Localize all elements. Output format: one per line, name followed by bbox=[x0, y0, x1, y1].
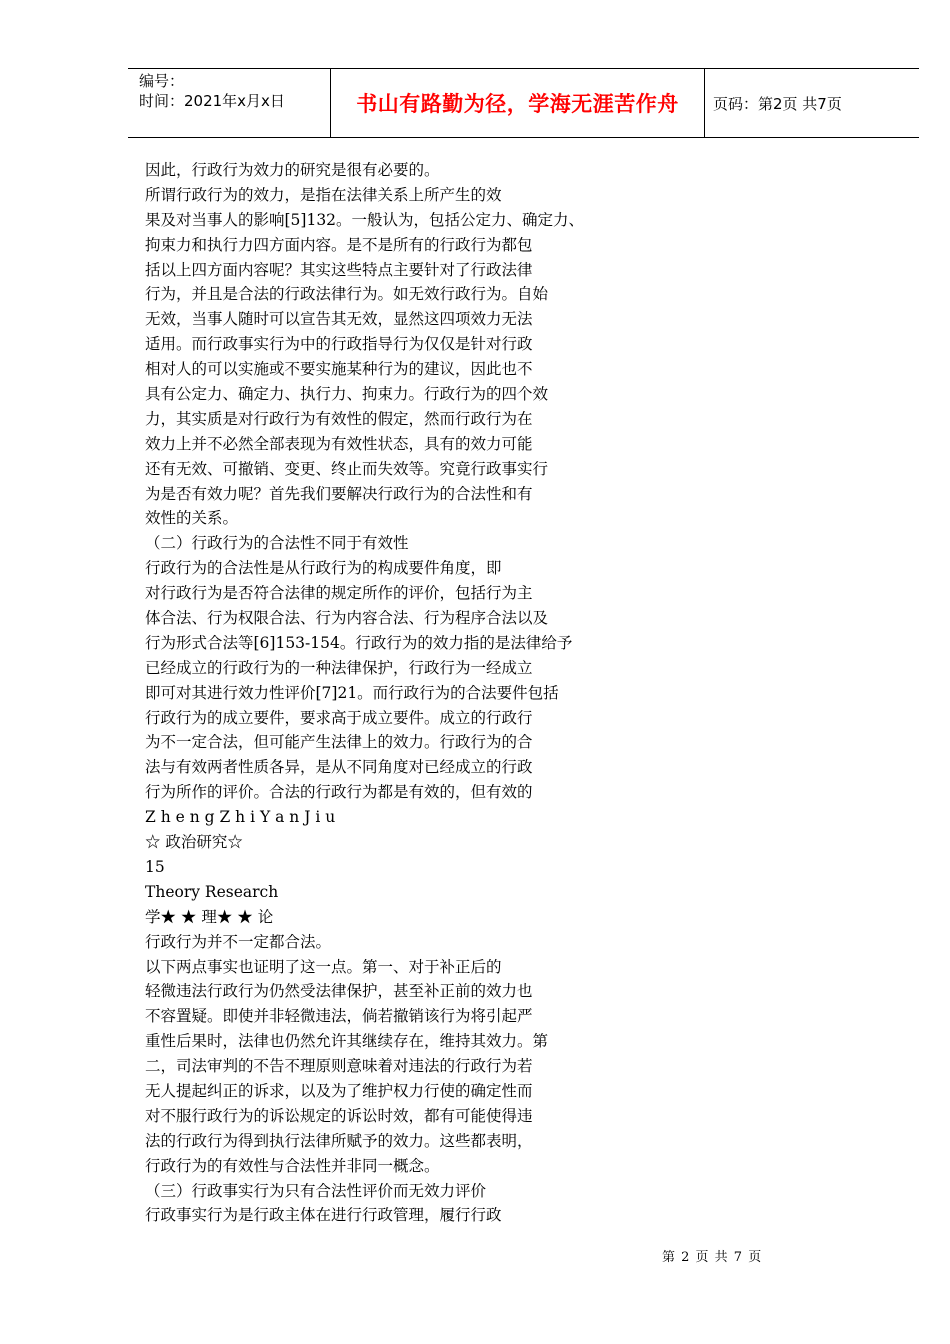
header-meta-cell bbox=[128, 69, 331, 137]
page-header bbox=[128, 68, 919, 138]
body-line: 以下两点事实也证明了这一点。第一、对于补正后的 bbox=[145, 957, 502, 976]
body-line: 果及对当事人的影响[5]132。一般认为，包括公定力、确定力、 bbox=[145, 210, 585, 229]
body-line: （三）行政事实行为只有合法性评价而无效力评价 bbox=[145, 1181, 487, 1200]
body-line: Z h e n g Z h i Y a n J i u bbox=[145, 808, 336, 827]
header-motto: 书山有路勤为径，学海无涯苦作舟 bbox=[356, 92, 679, 116]
body-line: 所谓行政行为的效力，是指在法律关系上所产生的效 bbox=[145, 185, 502, 204]
document-number-label: 编号： bbox=[139, 72, 185, 90]
body-line: 具有公定力、确定力、执行力、拘束力。行政行为的四个效 bbox=[145, 385, 549, 404]
body-line: 法与有效两者性质各异，是从不同角度对已经成立的行政 bbox=[145, 758, 533, 777]
body-line: 即可对其进行效力性评价[7]21。而行政行为的合法要件包括 bbox=[145, 683, 559, 702]
body-line: 行政行为的成立要件，要求高于成立要件。成立的行政行 bbox=[145, 708, 533, 727]
page-footer: 第 2 页 共 7 页 bbox=[662, 1250, 763, 1265]
body-line: 行政行为的合法性是从行政行为的构成要件角度，即 bbox=[145, 559, 502, 578]
body-line: 因此，行政行为效力的研究是很有必要的。 bbox=[145, 161, 440, 179]
body-line: ☆ 政治研究☆ bbox=[145, 833, 243, 852]
body-line: Theory Research bbox=[145, 882, 279, 901]
body-line: 学★ ★ 理★ ★ 论 bbox=[145, 907, 274, 926]
body-line: 法的行政行为得到执行法律所赋予的效力。这些都表明， bbox=[145, 1131, 533, 1150]
body-line: 无效，当事人随时可以宣告其无效，显然这四项效力无法 bbox=[145, 310, 533, 329]
body-line: 体合法、行为权限合法、行为内容合法、行为程序合法以及 bbox=[145, 609, 549, 628]
body-line: 行为所作的评价。合法的行政行为都是有效的，但有效的 bbox=[145, 783, 533, 802]
body-line: 行为形式合法等[6]153-154。行政行为的效力指的是法律给予 bbox=[145, 633, 573, 652]
body-line: （二）行政行为的合法性不同于有效性 bbox=[145, 534, 409, 553]
body-line: 行为，并且是合法的行政法律行为。如无效行政行为。自始 bbox=[145, 285, 549, 304]
body-line: 已经成立的行政行为的一种法律保护，行政行为一经成立 bbox=[145, 658, 533, 677]
body-line: 轻微违法行政行为仍然受法律保护，甚至补正前的效力也 bbox=[145, 982, 533, 1001]
body-line: 拘束力和执行力四方面内容。是不是所有的行政行为都包 bbox=[145, 235, 533, 254]
body-line: 还有无效、可撤销、变更、终止而失效等。究竟行政事实行 bbox=[145, 459, 549, 478]
document-time-label: 时间：2021年x月x日 bbox=[139, 92, 285, 110]
document-body bbox=[145, 158, 605, 1228]
body-line: 重性后果时，法律也仍然允许其继续存在，维持其效力。第 bbox=[145, 1032, 549, 1051]
body-line: 不容置疑。即使并非轻微违法，倘若撤销该行为将引起严 bbox=[145, 1007, 533, 1026]
body-line: 相对人的可以实施或不要实施某种行为的建议，因此也不 bbox=[145, 360, 533, 379]
body-line: 行政事实行为是行政主体在进行行政管理，履行行政 bbox=[145, 1206, 502, 1225]
header-page-cell bbox=[705, 69, 919, 137]
body-line: 为是否有效力呢？首先我们要解决行政行为的合法性和有 bbox=[145, 484, 533, 503]
body-line: 行政行为并不一定都合法。 bbox=[145, 932, 332, 951]
body-line: 对不服行政行为的诉讼规定的诉讼时效，都有可能使得违 bbox=[145, 1106, 533, 1125]
body-line: 15 bbox=[145, 857, 165, 876]
body-line: 效力上并不必然全部表现为有效性状态，具有的效力可能 bbox=[145, 434, 533, 453]
body-line: 效性的关系。 bbox=[145, 509, 239, 528]
body-line: 力，其实质是对行政行为有效性的假定，然而行政行为在 bbox=[145, 409, 533, 428]
header-page-info: 页码：第2页 共7页 bbox=[713, 94, 842, 113]
body-line: 对行政行为是否符合法律的规定所作的评价，包括行为主 bbox=[145, 584, 533, 603]
body-line: 为不一定合法，但可能产生法律上的效力。行政行为的合 bbox=[145, 733, 533, 752]
body-line: 无人提起纠正的诉求，以及为了维护权力行使的确定性而 bbox=[145, 1081, 533, 1100]
body-line: 行政行为的有效性与合法性并非同一概念。 bbox=[145, 1156, 440, 1175]
header-motto-cell bbox=[331, 69, 705, 137]
body-line: 适用。而行政事实行为中的行政指导行为仅仅是针对行政 bbox=[145, 335, 533, 354]
body-line: 二，司法审判的不告不理原则意味着对违法的行政行为若 bbox=[145, 1057, 533, 1076]
body-line: 括以上四方面内容呢？其实这些特点主要针对了行政法律 bbox=[145, 260, 533, 279]
